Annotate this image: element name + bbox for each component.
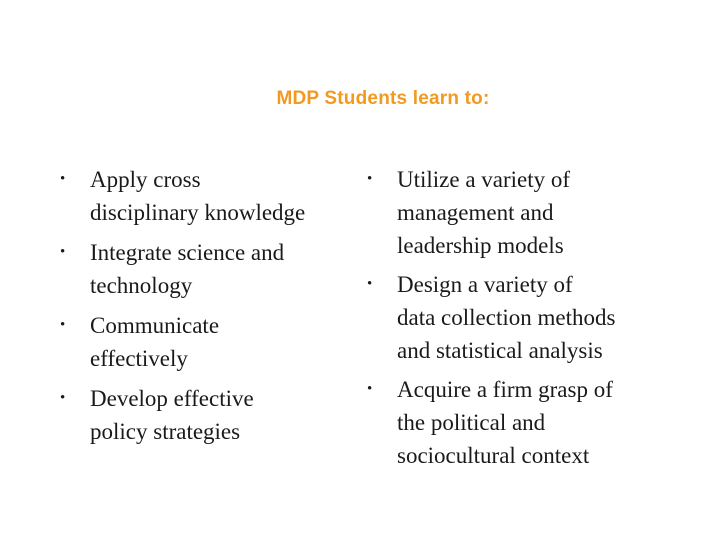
slide-title: MDP Students learn to: [276,88,490,109]
bullet-text-line: technology [90,273,193,298]
bullet-text-line: Integrate science and [90,240,285,265]
bullet-text-line: Develop effective [90,386,254,411]
bullet-item [60,382,360,448]
bullet-item [60,163,360,229]
bullet-text-line: effectively [90,346,188,371]
bullet-text-line: Communicate [90,313,220,338]
bullet-item [60,309,360,375]
bullet-text-line: Utilize a variety of [397,167,571,192]
bullet-text-line: leadership models [397,233,564,258]
bullet-item [60,236,360,302]
bullet-icon: • [60,171,66,187]
right-bullet-list [367,163,697,478]
bullet-text-line: sociocultural context [397,443,590,468]
bullet-text-line: the political and [397,410,546,435]
bullet-icon: • [367,171,373,187]
bullet-item [367,163,697,262]
bullet-text-line: Design a variety of [397,272,573,297]
bullet-icon: • [367,276,373,292]
bullet-text-line: disciplinary knowledge [90,200,306,225]
bullet-text-line: and statistical analysis [397,338,603,363]
bullet-item [367,268,697,367]
bullet-icon: • [60,244,66,260]
left-bullet-list [60,163,360,455]
bullet-text-line: data collection methods [397,305,616,330]
bullet-text-line: management and [397,200,554,225]
bullet-icon: • [367,381,373,397]
bullet-icon: • [60,317,66,333]
bullet-text-line: policy strategies [90,419,241,444]
bullet-text-line: Acquire a firm grasp of [397,377,613,402]
bullet-icon: • [60,390,66,406]
bullet-item [367,373,697,472]
bullet-text-line: Apply cross [90,167,201,192]
